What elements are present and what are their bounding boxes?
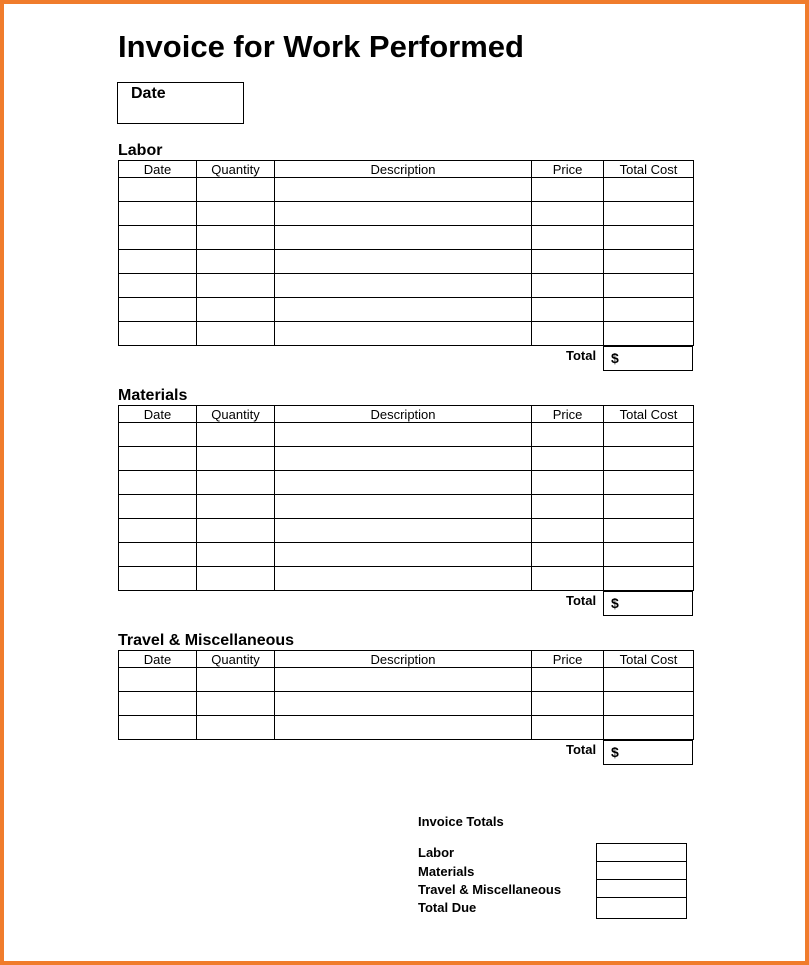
table-row — [119, 322, 694, 346]
date-cell[interactable] — [119, 274, 197, 298]
table-header-row — [119, 406, 694, 423]
materials-total-field[interactable] — [603, 591, 693, 616]
quantity-cell[interactable] — [197, 226, 275, 250]
table-header-row — [119, 651, 694, 668]
invoice-total-due-field[interactable] — [596, 897, 687, 919]
column-header-date: Date — [119, 161, 197, 178]
date-cell[interactable] — [119, 567, 197, 591]
invoice-total-label-total-due: Total Due — [418, 900, 477, 915]
materials-total-label: Total — [566, 593, 597, 608]
description-cell[interactable] — [275, 423, 532, 447]
travel-total-field[interactable] — [603, 740, 693, 765]
column-header-description: Description — [275, 406, 532, 423]
price-cell[interactable] — [532, 274, 604, 298]
description-cell[interactable] — [275, 202, 532, 226]
description-cell[interactable] — [275, 447, 532, 471]
total-cost-cell[interactable] — [604, 423, 694, 447]
column-header-price: Price — [532, 651, 604, 668]
total-cost-cell[interactable] — [604, 274, 694, 298]
labor-table — [118, 160, 694, 346]
travel-table — [118, 650, 694, 740]
labor-total-label: Total — [566, 348, 597, 363]
invoice-totals-title: Invoice Totals — [418, 814, 504, 829]
price-cell[interactable] — [532, 567, 604, 591]
price-cell[interactable] — [532, 716, 604, 740]
quantity-cell[interactable] — [197, 495, 275, 519]
column-header-description: Description — [275, 161, 532, 178]
table-row — [119, 274, 694, 298]
description-cell[interactable] — [275, 668, 532, 692]
total-cost-cell[interactable] — [604, 543, 694, 567]
date-cell[interactable] — [119, 543, 197, 567]
table-row — [119, 178, 694, 202]
table-row — [119, 543, 694, 567]
quantity-cell[interactable] — [197, 567, 275, 591]
quantity-cell[interactable] — [197, 447, 275, 471]
price-cell[interactable] — [532, 543, 604, 567]
date-cell[interactable] — [119, 202, 197, 226]
price-cell[interactable] — [532, 692, 604, 716]
description-cell[interactable] — [275, 692, 532, 716]
table-row — [119, 668, 694, 692]
invoice-total-labor-field[interactable] — [596, 843, 687, 862]
date-cell[interactable] — [119, 519, 197, 543]
table-row — [119, 226, 694, 250]
total-cost-cell[interactable] — [604, 322, 694, 346]
quantity-cell[interactable] — [197, 692, 275, 716]
column-header-date: Date — [119, 651, 197, 668]
table-row — [119, 423, 694, 447]
column-header-quantity: Quantity — [197, 161, 275, 178]
invoice-title: Invoice for Work Performed — [118, 29, 524, 64]
description-cell[interactable] — [275, 543, 532, 567]
materials-section-title: Materials — [118, 387, 188, 404]
travel-total-label: Total — [566, 742, 597, 757]
column-header-quantity: Quantity — [197, 651, 275, 668]
column-header-price: Price — [532, 161, 604, 178]
invoice-total-label-materials: Materials — [418, 864, 475, 879]
total-cost-cell[interactable] — [604, 519, 694, 543]
price-cell[interactable] — [532, 298, 604, 322]
price-cell[interactable] — [532, 322, 604, 346]
materials-table — [118, 405, 694, 591]
column-header-date: Date — [119, 406, 197, 423]
travel-section-title: Travel & Miscellaneous — [118, 632, 295, 649]
date-box[interactable] — [117, 82, 244, 124]
total-cost-cell[interactable] — [604, 716, 694, 740]
price-cell[interactable] — [532, 202, 604, 226]
price-cell[interactable] — [532, 423, 604, 447]
labor-section-title: Labor — [118, 142, 163, 159]
date-cell[interactable] — [119, 322, 197, 346]
table-row — [119, 519, 694, 543]
total-cost-cell[interactable] — [604, 202, 694, 226]
total-cost-cell[interactable] — [604, 471, 694, 495]
date-cell[interactable] — [119, 226, 197, 250]
date-cell[interactable] — [119, 692, 197, 716]
date-cell[interactable] — [119, 250, 197, 274]
currency-symbol: $ — [611, 350, 619, 366]
price-cell[interactable] — [532, 471, 604, 495]
table-row — [119, 567, 694, 591]
table-row — [119, 692, 694, 716]
total-cost-cell[interactable] — [604, 250, 694, 274]
description-cell[interactable] — [275, 298, 532, 322]
quantity-cell[interactable] — [197, 543, 275, 567]
description-cell[interactable] — [275, 274, 532, 298]
total-cost-cell[interactable] — [604, 298, 694, 322]
currency-symbol: $ — [611, 744, 619, 760]
column-header-price: Price — [532, 406, 604, 423]
description-cell[interactable] — [275, 519, 532, 543]
column-header-total-cost: Total Cost — [604, 161, 694, 178]
quantity-cell[interactable] — [197, 668, 275, 692]
table-row — [119, 716, 694, 740]
quantity-cell[interactable] — [197, 298, 275, 322]
date-cell[interactable] — [119, 668, 197, 692]
description-cell[interactable] — [275, 178, 532, 202]
total-cost-cell[interactable] — [604, 447, 694, 471]
price-cell[interactable] — [532, 226, 604, 250]
date-cell[interactable] — [119, 447, 197, 471]
invoice-total-materials-field[interactable] — [596, 861, 687, 880]
date-cell[interactable] — [119, 716, 197, 740]
date-cell[interactable] — [119, 298, 197, 322]
currency-symbol: $ — [611, 595, 619, 611]
column-header-description: Description — [275, 651, 532, 668]
quantity-cell[interactable] — [197, 178, 275, 202]
price-cell[interactable] — [532, 668, 604, 692]
price-cell[interactable] — [532, 447, 604, 471]
description-cell[interactable] — [275, 471, 532, 495]
total-cost-cell[interactable] — [604, 692, 694, 716]
description-cell[interactable] — [275, 226, 532, 250]
column-header-total-cost: Total Cost — [604, 406, 694, 423]
price-cell[interactable] — [532, 250, 604, 274]
total-cost-cell[interactable] — [604, 495, 694, 519]
total-cost-cell[interactable] — [604, 668, 694, 692]
total-cost-cell[interactable] — [604, 178, 694, 202]
table-row — [119, 250, 694, 274]
quantity-cell[interactable] — [197, 202, 275, 226]
quantity-cell[interactable] — [197, 519, 275, 543]
date-cell[interactable] — [119, 471, 197, 495]
column-header-quantity: Quantity — [197, 406, 275, 423]
date-cell[interactable] — [119, 178, 197, 202]
invoice-total-label-travel: Travel & Miscellaneous — [418, 882, 562, 897]
price-cell[interactable] — [532, 495, 604, 519]
quantity-cell[interactable] — [197, 250, 275, 274]
total-cost-cell[interactable] — [604, 567, 694, 591]
description-cell[interactable] — [275, 250, 532, 274]
table-row — [119, 202, 694, 226]
invoice-total-label-labor: Labor — [418, 845, 455, 860]
quantity-cell[interactable] — [197, 322, 275, 346]
column-header-total-cost: Total Cost — [604, 651, 694, 668]
quantity-cell[interactable] — [197, 423, 275, 447]
invoice-total-travel-field[interactable] — [596, 879, 687, 898]
labor-total-field[interactable] — [603, 346, 693, 371]
table-row — [119, 471, 694, 495]
total-cost-cell[interactable] — [604, 226, 694, 250]
table-header-row — [119, 161, 694, 178]
date-cell[interactable] — [119, 423, 197, 447]
table-row — [119, 298, 694, 322]
table-row — [119, 495, 694, 519]
quantity-cell[interactable] — [197, 716, 275, 740]
description-cell[interactable] — [275, 567, 532, 591]
price-cell[interactable] — [532, 519, 604, 543]
description-cell[interactable] — [275, 495, 532, 519]
description-cell[interactable] — [275, 322, 532, 346]
table-row — [119, 447, 694, 471]
quantity-cell[interactable] — [197, 471, 275, 495]
date-label: Date — [131, 85, 166, 102]
description-cell[interactable] — [275, 716, 532, 740]
date-cell[interactable] — [119, 495, 197, 519]
quantity-cell[interactable] — [197, 274, 275, 298]
price-cell[interactable] — [532, 178, 604, 202]
